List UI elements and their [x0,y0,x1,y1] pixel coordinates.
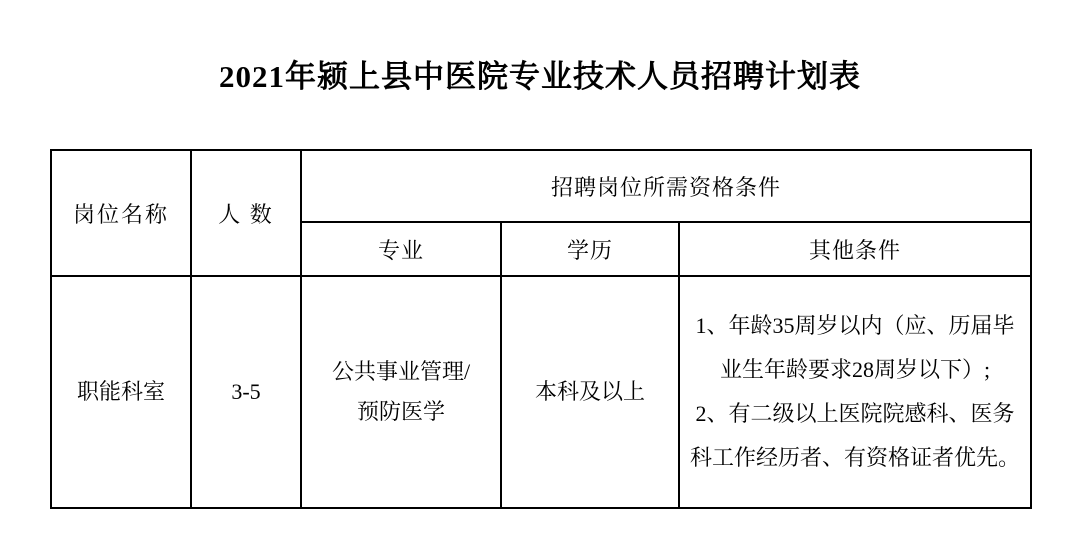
other-condition-line-2: 业生年龄要求28周岁以下）; [719,357,991,383]
cell-education: 本科及以上 [501,276,679,508]
header-post-name: 岗位名称 [51,150,191,276]
cell-major [301,276,501,508]
cell-post-name: 职能科室 [51,276,191,508]
other-condition-line-4: 科工作经历者、有资格证者优先。 [690,445,1021,471]
cell-major-line-1: 公共事业管理/ [331,358,471,384]
other-condition-line-3: 2、有二级以上医院院感科、医务 [695,401,1015,427]
header-other-conditions: 其他条件 [679,222,1031,276]
header-count: 人 数 [191,150,301,276]
header-qualification-group: 招聘岗位所需资格条件 [301,150,1031,222]
other-condition-line-1: 1、年龄35周岁以内（应、历届毕 [695,313,1015,339]
recruitment-plan-table [50,149,1032,509]
cell-other-conditions [679,276,1031,508]
table-header [51,150,1031,276]
table-row [51,276,1031,508]
cell-count: 3-5 [191,276,301,508]
header-education: 学历 [501,222,679,276]
page-title: 2021年颍上县中医院专业技术人员招聘计划表 [219,59,861,94]
table-body [51,276,1031,508]
table-header-row-1 [51,150,1031,222]
table-container [50,95,1030,509]
cell-major-line-2: 预防医学 [356,399,445,425]
header-major: 专业 [301,222,501,276]
